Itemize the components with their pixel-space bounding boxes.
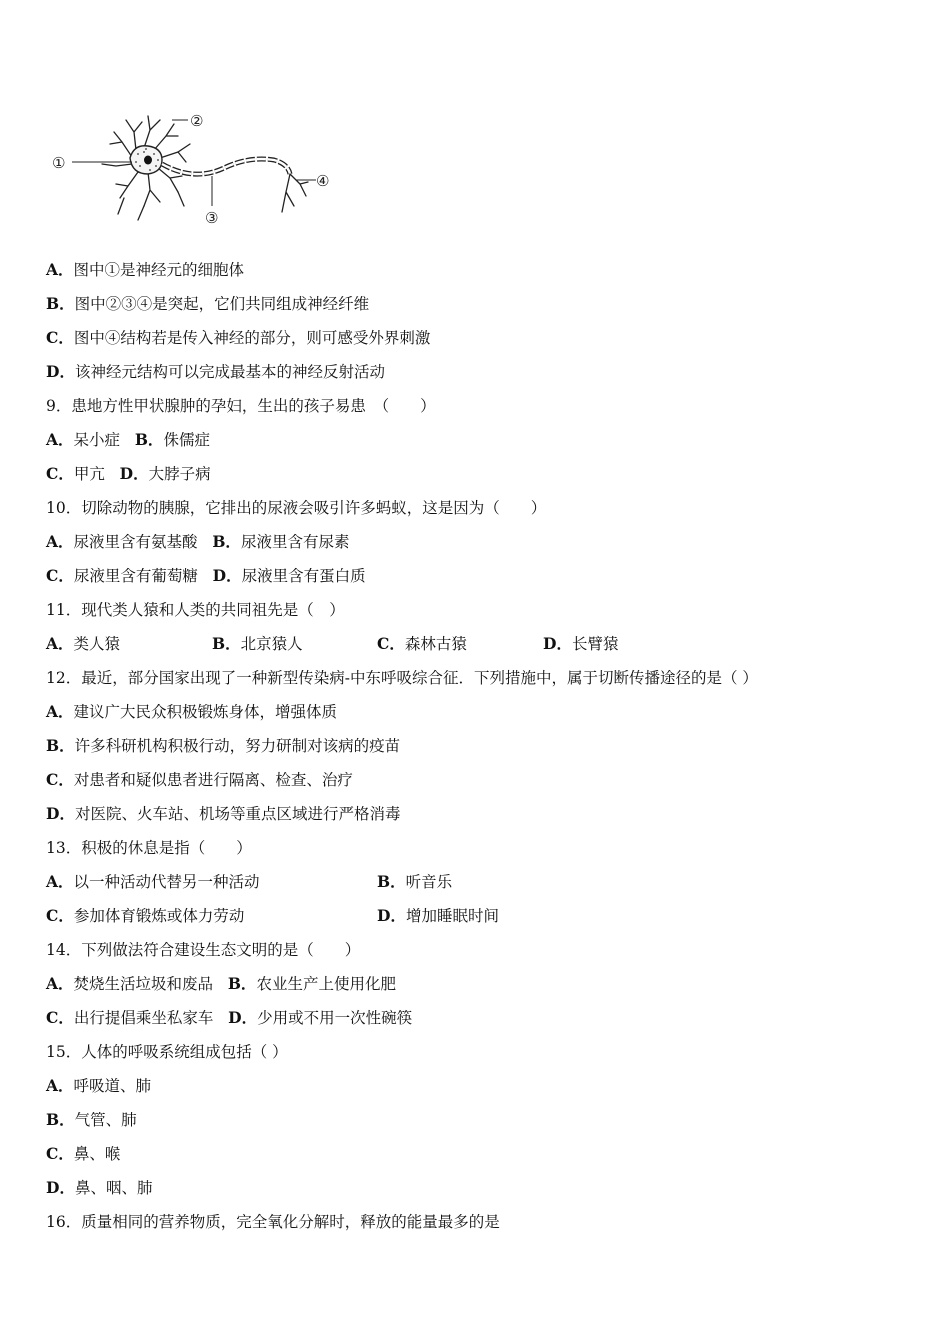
q11-option-b: B．北京猿人 — [212, 634, 303, 653]
neuron-diagram — [44, 102, 344, 228]
q8-option-b: B．图中②③④是突起，它们共同组成神经纤维 — [46, 294, 370, 313]
q11-stem: 11．现代类人猿和人类的共同祖先是（ ） — [46, 601, 345, 619]
q10-options-ab: A．尿液里含有氨基酸 B．尿液里含有尿素 — [46, 532, 350, 551]
figure-label-2: ② — [190, 112, 204, 130]
q11-option-c: C．森林古猿 — [377, 634, 467, 653]
q11-option-d: D．长臂猿 — [543, 634, 619, 653]
figure-label-3: ③ — [205, 209, 219, 227]
q12-option-b: B．许多科研机构积极行动，努力研制对该病的疫苗 — [46, 736, 401, 755]
q9-stem: 9．患地方性甲状腺肿的孕妇，生出的孩子易患 （ ） — [46, 397, 436, 415]
q14-options-ab: A．焚烧生活垃圾和废品 B．农业生产上使用化肥 — [46, 974, 396, 993]
q15-option-b: B．气管、肺 — [46, 1110, 137, 1129]
q12-option-d: D．对医院、火车站、机场等重点区域进行严格消毒 — [46, 804, 401, 823]
q13-option-d: D．增加睡眠时间 — [377, 906, 499, 925]
q13-option-b: B．听音乐 — [377, 872, 453, 891]
q13-option-a: A．以一种活动代替另一种活动 — [46, 872, 260, 891]
q12-option-c: C．对患者和疑似患者进行隔离、检查、治疗 — [46, 770, 353, 789]
q11-option-a: A．类人猿 — [46, 634, 121, 653]
q8-option-a: A．图中①是神经元的细胞体 — [46, 260, 245, 279]
q8-option-c: C．图中④结构若是传入神经的部分，则可感受外界刺激 — [46, 328, 431, 347]
q12-option-a: A．建议广大民众积极锻炼身体，增强体质 — [46, 702, 338, 721]
q15-option-a: A．呼吸道、肺 — [46, 1076, 152, 1095]
q12-stem: 12．最近，部分国家出现了一种新型传染病-中东呼吸综合征．下列措施中，属于切断传播途径的是（ ） — [46, 669, 758, 687]
q9-options-ab: A．呆小症 B．侏儒症 — [46, 430, 210, 449]
q8-option-d: D．该神经元结构可以完成最基本的神经反射活动 — [46, 362, 385, 381]
q10-options-cd: C．尿液里含有葡萄糖 D．尿液里含有蛋白质 — [46, 566, 366, 585]
q9-options-cd: C．甲亢 D．大脖子病 — [46, 464, 211, 483]
q15-option-c: C．鼻、喉 — [46, 1144, 121, 1163]
figure-label-4: ④ — [316, 172, 330, 190]
q14-stem: 14．下列做法符合建设生态文明的是（ ） — [46, 941, 361, 959]
q16-stem: 16．质量相同的营养物质，完全氧化分解时，释放的能量最多的是 — [46, 1213, 500, 1231]
q15-stem: 15．人体的呼吸系统组成包括（ ） — [46, 1043, 288, 1061]
q15-option-d: D．鼻、咽、肺 — [46, 1178, 153, 1197]
q14-options-cd: C．出行提倡乘坐私家车 D．少用或不用一次性碗筷 — [46, 1008, 413, 1027]
q10-stem: 10．切除动物的胰腺，它排出的尿液会吸引许多蚂蚁，这是因为（ ） — [46, 499, 547, 517]
q13-option-c: C．参加体育锻炼或体力劳动 — [46, 906, 245, 925]
q13-stem: 13．积极的休息是指（ ） — [46, 839, 252, 857]
figure-label-1: ① — [52, 154, 66, 172]
